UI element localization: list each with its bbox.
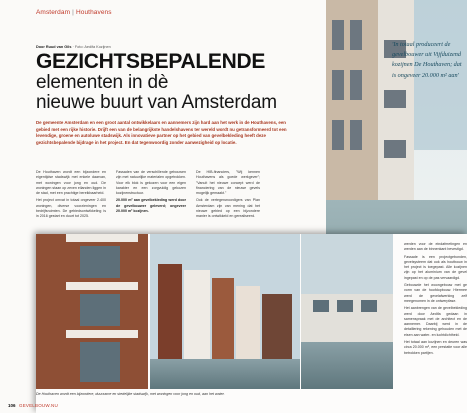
- subsection-name: Houthavens: [75, 9, 112, 16]
- photo-brick-building: [36, 234, 148, 389]
- paragraph: Het aanbrengen van de gevelbekleding werd door Aedifa gedaan in samenspraak met de architect en de aannemer. Daarbij werd in de detaillering rekening gehouden met de eisen aan water- en luchtdichtheid.: [404, 306, 467, 337]
- text-column-4: [404, 242, 467, 358]
- window: [350, 70, 362, 100]
- photo-caption: De Houthaven wordt een bijzondere, duurzame en stedelijke stadswijk, met woningen voor jong en oud, aan het water.: [36, 392, 225, 396]
- paragraph: Gebouwde het woongebouw met ge vorm van de hoofdopbouw. Hiermee werd de gevelafwerking zelf meegenomen in de ontwerpfase.: [404, 283, 467, 303]
- photo-canal-houses: [150, 234, 300, 389]
- paragraph: Ook de vertegenwoordigers van Plan Amsterdam zijn van mening dat het nieuwe gebied op een bijzondere manier is ontwikkeld en gerealiseerd.: [196, 198, 260, 219]
- paragraph: Fassaden van de verschillende gebouwen zijn met natuurlijke materialen opgetrokken. Voor elk blok is gekozen voor een eigen karakter en een zorgvuldig gekozen kozijnenstructuur.: [116, 170, 186, 196]
- paragraph: werden voor de eindafmetingen en werden aan de binnenkant bevestigd.: [404, 242, 467, 252]
- paragraph: 20.000 m² aan gevelbekleding werd door de gevelbouwer geleverd; ongeveer 20.000 m² kozijnen.: [116, 198, 186, 214]
- headline-line-2: elementen in dè: [36, 72, 169, 93]
- text-column-3: [196, 170, 260, 222]
- photo-waterfront: [301, 234, 393, 389]
- window: [332, 20, 344, 50]
- section-name: Amsterdam: [36, 9, 71, 16]
- headline-line-1: GEZICHTSBEPALENDE: [36, 50, 266, 73]
- page-number: 106: [8, 403, 16, 408]
- window: [384, 90, 406, 108]
- window: [350, 120, 362, 150]
- window: [332, 70, 344, 100]
- paragraph: De HIB-financiers, "Wij kennen Houthavens als goede werkgever"; "Vanuit het nieuwe concept werd de financiering van de nieuwe gevels mogelijk gemaakt.": [196, 170, 260, 196]
- overlay-page: [36, 234, 467, 413]
- paragraph: Het project omvat in totaal ongeveer 2.400 woningen, diverse voorzieningen en bedrijfsruimten. De gebiedsontwikkeling is in 2016 gestart en duurt tot 2025.: [36, 198, 106, 219]
- paragraph: Fassade is een projectgebonden, gevelsysteem dat ook als houtbouw in het project is toegepast. Alle kozijnen zijn op het aluminium van de gevel ingepast en op de pas vervaardigd.: [404, 254, 467, 280]
- window: [384, 140, 406, 158]
- window: [332, 120, 344, 150]
- photographer: Foto: Aedifa Kozijnen: [74, 45, 111, 49]
- paragraph: De Houthaven wordt een bijzondere en eigentijdse stadswijk met enkele daarvan, met woningen voor jong en oud. De woningen staan op zeven eilanden liggen in de stad, met een prachtige bereikbaarheid.: [36, 170, 106, 196]
- headline-line-3: nieuwe buurt van Amsterdam: [36, 92, 277, 113]
- paragraph: Het totaal aan kozijnen en deuren was circa 20.000 m², een prestatie voor alle betrokken partijen.: [404, 340, 467, 355]
- text-column-1: [36, 170, 106, 222]
- pull-quote: 'In totaal produceert de gevelbouwer uit Vijfduizend kozijnen De Houthaven; dat is ongeveer 20.000 m² aan': [392, 41, 462, 79]
- author: Door Ruud van Gils: [36, 45, 72, 49]
- byline: Door Ruud van Gils · Foto: Aedifa Kozijnen: [36, 45, 111, 49]
- window: [350, 20, 362, 50]
- magazine-name: GEVELBOUW.NU: [19, 403, 58, 408]
- section-label: Amsterdam | Houthavens: [36, 9, 112, 16]
- article-headline: [36, 51, 326, 112]
- article-lead: De gemeente Amsterdam en een groot aantal ontwikkelaars en aannemers zijn hard aan het werk in de Houthavens, een gebied met een rijke historie. Drijft een van de belangrijkste handelshavens ter wereld wordt nu getransformeerd tot een levendige, groene en autoluwe stadswijk. Als innovatieve partner op het gebied van gevelbekleding heeft deze gezichtsbepalende bijdrage in het project. En dat tegenwoordig zonder aanwezigheid op locatie.: [36, 120, 287, 145]
- text-column-2: [116, 170, 186, 216]
